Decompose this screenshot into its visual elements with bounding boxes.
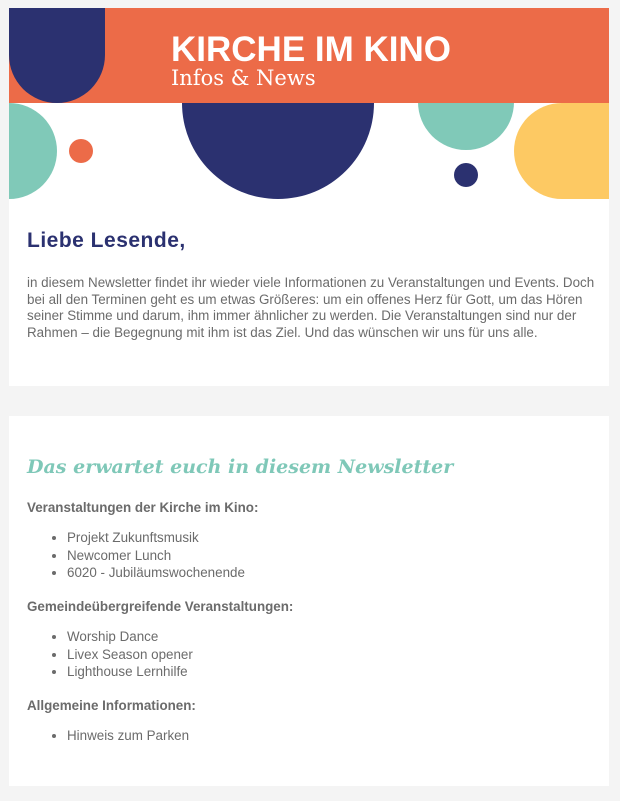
section-heading: Gemeindeübergreifende Veranstaltungen: — [27, 599, 294, 614]
overview-card — [9, 416, 609, 786]
intro-card — [9, 199, 609, 386]
section-list — [27, 529, 245, 582]
section-heading: Allgemeine Informationen: — [27, 698, 196, 713]
section-list — [27, 727, 189, 745]
navy-tab-shape — [9, 8, 105, 103]
navy-dot-shape — [454, 163, 478, 187]
greeting-heading: Liebe Lesende, — [27, 229, 186, 252]
section-heading: Veranstaltungen der Kirche im Kino: — [27, 500, 259, 515]
yellow-pill-shape — [514, 103, 609, 199]
list-item[interactable]: • Livex Season opener — [67, 646, 193, 664]
intro-text: in diesem Newsletter findet ihr wieder viele Informationen zu Veranstaltungen und Events. Doch bei all den Terminen geht es um etwas Größeres: um ein offenes Herz für Gott, um das Hören seiner Stimme und darum, ihm immer ähnlicher zu werden. Die Veranstaltungen sind nur der Rahmen – die Begegnung mit ihm ist das Ziel. Und das wünschen wir uns für uns alle. — [27, 275, 595, 340]
list-item[interactable]: • Projekt Zukunftsmusik — [67, 529, 245, 547]
section-list — [27, 628, 193, 681]
list-item[interactable]: • Newcomer Lunch — [67, 547, 245, 565]
teal-half-circle-shape — [9, 103, 57, 199]
list-item[interactable]: • Hinweis zum Parken — [67, 727, 189, 745]
header-banner — [9, 8, 609, 199]
list-item[interactable]: • Lighthouse Lernhilfe — [67, 663, 193, 681]
orange-dot-shape — [69, 139, 93, 163]
logo-subtitle: Infos & News — [171, 66, 316, 90]
logo-title: KIRCHE IM KINO — [171, 30, 451, 69]
list-item[interactable]: • 6020 - Jubiläumswochenende — [67, 564, 245, 582]
list-item[interactable]: • Worship Dance — [67, 628, 193, 646]
overview-title: Das erwartet euch in diesem Newsletter — [27, 456, 454, 478]
